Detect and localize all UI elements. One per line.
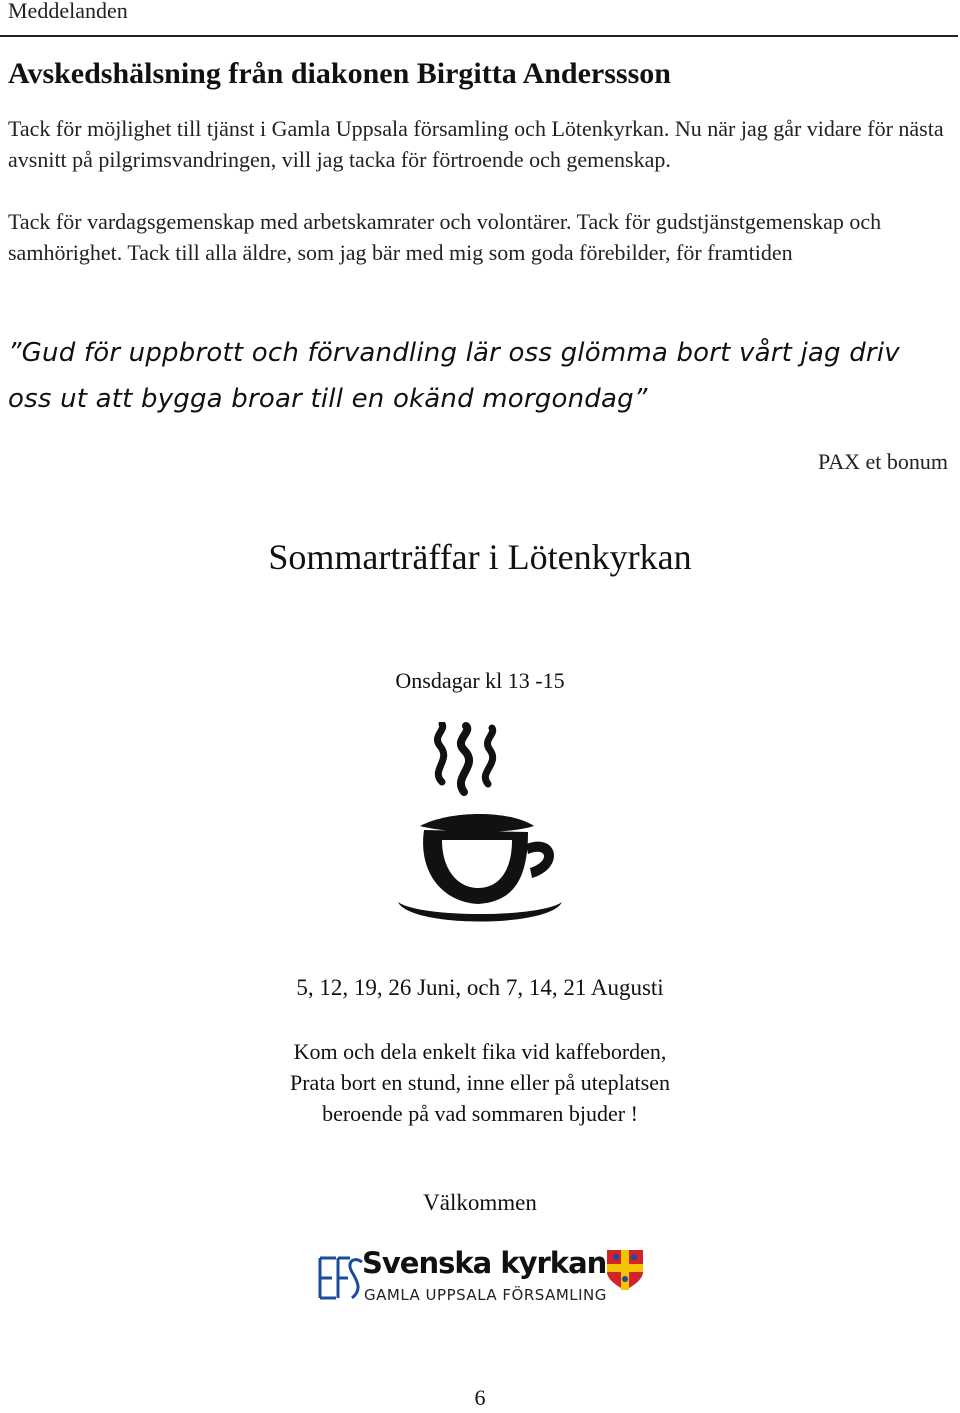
- poster-title: Sommarträffar i Lötenkyrkan: [268, 537, 692, 577]
- welcome-text: Välkommen: [423, 1190, 537, 1215]
- article-paragraph-2: Tack för vardagsgemenskap med arbetskamrater och volontärer. Tack för gudstjänstgemenskap och samhörighet. Tack till alla äldre, som jag bär med mig som goda förebilder, för framtiden: [8, 209, 882, 265]
- section-label: Meddelanden: [8, 0, 128, 23]
- hymn-quote: ”Gud för uppbrott och förvandling lär oss glömma bort vårt jag driv oss ut att bygga broar till en okänd morgondag”: [8, 338, 900, 414]
- church-shield-icon: [607, 1250, 643, 1290]
- invite-line: Kom och dela enkelt fika vid kaffeborden,: [293, 1039, 667, 1064]
- page-number: 6: [474, 1385, 486, 1410]
- efs-logo-icon: [316, 1248, 364, 1308]
- coffee-cup-icon: [390, 722, 570, 937]
- signature: PAX et bonum: [818, 449, 948, 474]
- invite-line: Prata bort en stund, inne eller på uteplatsen: [290, 1070, 670, 1095]
- poster-dates: 5, 12, 19, 26 Juni, och 7, 14, 21 Augusti: [296, 975, 664, 1000]
- logo-name: Svenska kyrkan: [362, 1246, 607, 1280]
- header-divider: [0, 35, 958, 37]
- logo-parish: GAMLA UPPSALA FÖRSAMLING: [364, 1286, 607, 1304]
- poster-invitation: [0, 1036, 960, 1129]
- svenska-kyrkan-logo: [316, 1248, 646, 1312]
- invite-line: beroende på vad sommaren bjuder !: [322, 1101, 638, 1126]
- article-heading: Avskedshälsning från diakonen Birgitta Anderssson: [8, 57, 671, 90]
- poster-schedule: Onsdagar kl 13 -15: [395, 668, 565, 693]
- article-paragraph-1: Tack för möjlighet till tjänst i Gamla Uppsala församling och Lötenkyrkan. Nu när jag går vidare för nästa avsnitt på pilgrimsvandringen, vill jag tacka för förtroende och gemenskap.: [8, 116, 944, 172]
